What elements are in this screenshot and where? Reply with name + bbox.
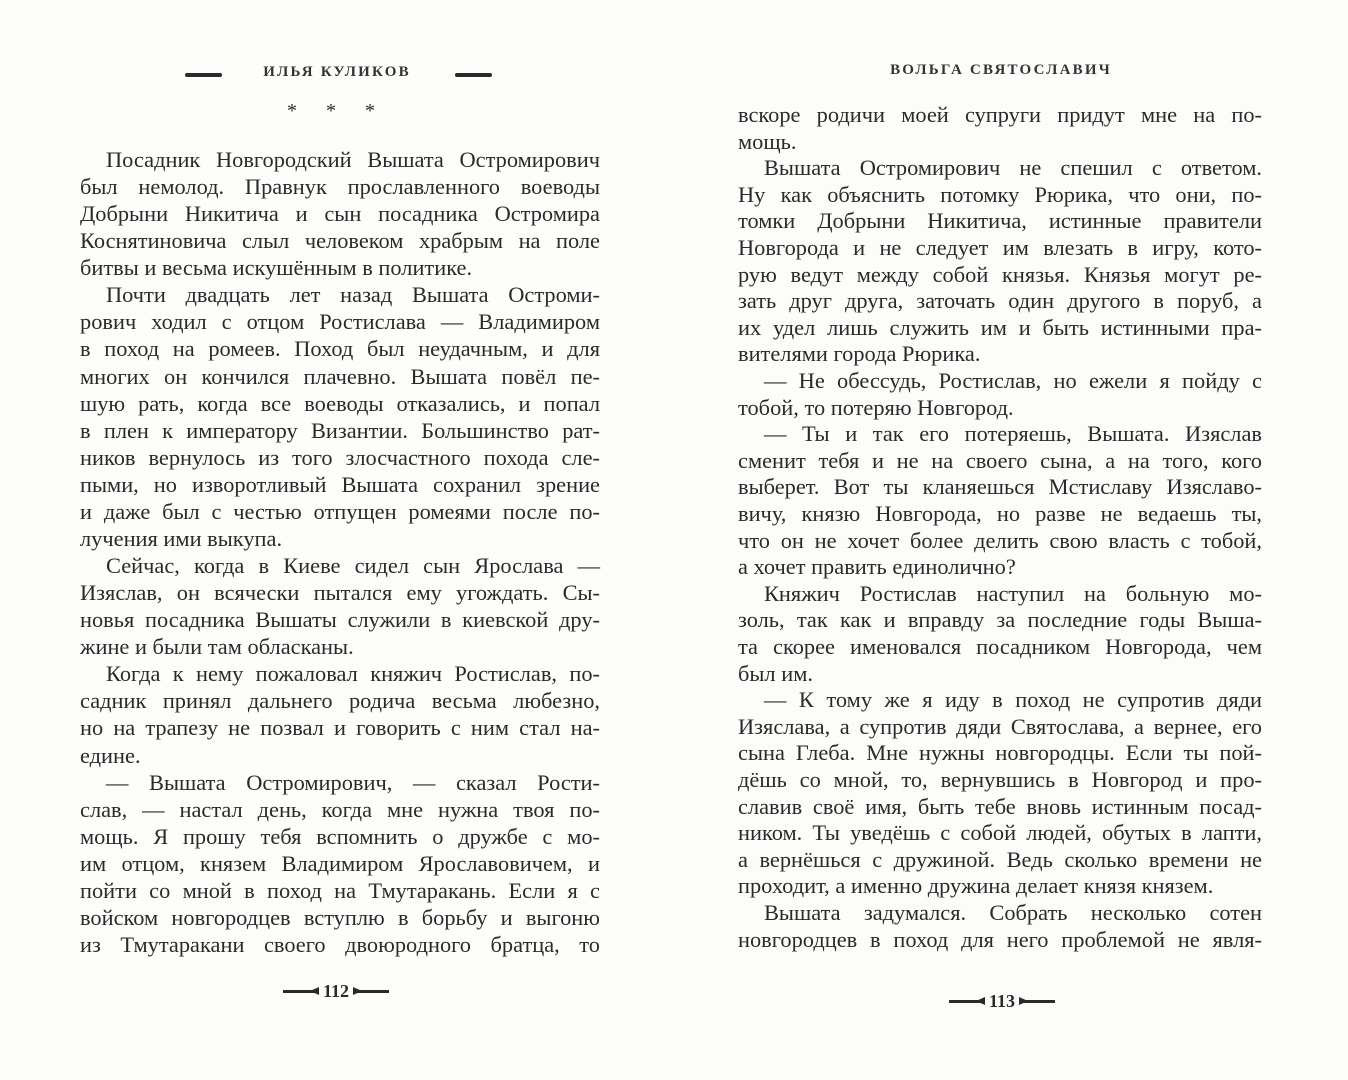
- text-line: едине.: [80, 742, 141, 768]
- text-line: Посадник Новгородский Вышата Остромирович: [106, 147, 600, 172]
- text-line: в поход на ромеев. Поход был неудачным, и для: [80, 336, 600, 362]
- text-line: Сейчас, когда в Киеве сидел сын Ярослава —: [106, 553, 600, 579]
- text-line: жине и были там обласканы.: [80, 634, 354, 660]
- text-line: многих он кончился плачевно. Вышата повёл пе-: [80, 363, 600, 389]
- text-line: — Вышата Остромирович, — сказал Рости-: [106, 769, 600, 795]
- text-line: новья посадника Вышаты служили в киевской дру-: [80, 607, 600, 633]
- text-line: Вышата Остромирович не спешил с ответом.: [764, 155, 1262, 181]
- text-line: вителями города Рюрика.: [738, 341, 981, 367]
- arrow-left-ornament: [283, 990, 317, 993]
- text-line: пойти со мной в поход на Тмутаракань. Если я с: [80, 877, 600, 903]
- text-line: сменит тебя и не на своего сына, а на того, кого: [738, 447, 1262, 473]
- text-line: дёшь со мной, то, вернувшись в Новгород и про-: [738, 767, 1262, 792]
- text-line: Изяслав, он всячески пытался ему угождать. Сы-: [80, 580, 600, 606]
- text-line: — К тому же я иду в поход не супротив дяди: [764, 687, 1262, 713]
- text-line: что он не хочет более делить свою власть с тобой,: [738, 527, 1262, 553]
- text-line: томки Добрыни Никитича, истинные правители: [738, 208, 1262, 234]
- text-line: ником. Ты уведёшь с собой людей, обутых в лапти,: [738, 820, 1262, 846]
- right-page: [674, 0, 1348, 1080]
- text-line: зать друг друга, заточать один другого в поруб, а: [738, 288, 1262, 314]
- text-line: Ну как объяснить потомку Рюрика, что они, по-: [738, 181, 1262, 207]
- text-line: мощь. Я прошу тебя вспомнить о дружбе с мо-: [80, 823, 600, 849]
- header-ornament-right: [455, 73, 492, 77]
- text-line: слав, — настал день, когда мне нужна твоя по-: [80, 796, 600, 822]
- text-line: славив своё имя, быть тебе вновь истинным посад-: [738, 793, 1262, 819]
- text-line: вскоре родичи моей супруги придут мне на по-: [738, 102, 1262, 127]
- text-line: мощь.: [738, 128, 797, 154]
- text-line: битвы и весьма искушённым в политике.: [80, 255, 473, 281]
- arrow-right-ornament: [1021, 1000, 1055, 1003]
- text-line: был им.: [738, 660, 813, 686]
- text-line: их удел лишь служить им и быть истинными пра-: [738, 314, 1262, 340]
- arrow-right-ornament: [355, 990, 389, 993]
- text-line: пыми, но изворотливый Вышата сохранил зрение: [80, 471, 600, 497]
- text-line: тобой, то потеряю Новгород.: [738, 394, 1014, 420]
- text-line: сына Глеба. Мне нужны новгородцы. Если ты пой-: [738, 740, 1262, 766]
- text-line: а хочет править единолично?: [738, 554, 1016, 580]
- text-line: — Ты и так его потеряешь, Вышата. Изяслав: [764, 421, 1262, 447]
- text-line: — Не обессудь, Ростислав, но ежели я пойду с: [764, 368, 1262, 393]
- text-line: золь, так как и вправду за последние годы Выша-: [738, 607, 1262, 633]
- text-line: Княжич Ростислав наступил на больную мо-: [764, 580, 1262, 606]
- text-line: Добрыни Никитича и сын посадника Остромира: [80, 201, 600, 227]
- text-line: та скорее именовался посадником Новгорода, чем: [738, 634, 1262, 659]
- text-line: рую ведут между собой князья. Князья могут ре-: [738, 261, 1262, 287]
- text-line: Коснятиновича слыл человеком храбрым на поле: [80, 228, 600, 254]
- text-line: и даже был с честью отпущен ромеями после по-: [80, 498, 600, 524]
- arrow-left-ornament: [949, 1000, 983, 1003]
- text-line: новгородцев в поход для него проблемой не явля-: [738, 926, 1262, 952]
- text-line: выберет. Вот ты кланяешься Мстиславу Изяславо-: [738, 474, 1262, 500]
- text-line: из Тмутаракани своего двоюродного братца, то: [80, 932, 600, 958]
- running-head-author: ИЛЬЯ КУЛИКОВ: [263, 64, 411, 80]
- text-line: им отцом, князем Владимиром Ярославовичем, и: [80, 850, 600, 876]
- text-line: проходит, а именно дружина делает князя князем.: [738, 873, 1214, 899]
- text-line: но на трапезу не позвал и говорить с ним стал на-: [80, 715, 600, 741]
- section-break: * * *: [287, 100, 387, 122]
- text-line: войском новгородцев вступлю в борьбу и выгоню: [80, 904, 600, 930]
- text-line: рович ходил с отцом Ростислава — Владимиром: [80, 309, 600, 335]
- page-number-footer: [283, 981, 389, 1002]
- text-line: садник принял дальнего родича весьма любезно,: [80, 688, 600, 714]
- running-head-title: ВОЛЬГА СВЯТОСЛАВИЧ: [890, 62, 1112, 78]
- page-number: 112: [323, 981, 350, 1001]
- text-line: вичу, князю Новгорода, но разве не ведаешь ты,: [738, 501, 1262, 526]
- text-line: в плен к императору Византии. Большинство рат-: [80, 417, 600, 443]
- text-line: Изяслава, а супротив дяди Святослава, а вернее, его: [738, 713, 1262, 739]
- text-line: был немолод. Правнук прославленного воеводы: [80, 174, 600, 200]
- text-line: лучения ими выкупа.: [80, 525, 283, 551]
- text-line: Новгорода и не следует им влезать в игру, кото-: [738, 235, 1262, 260]
- text-line: а вернёшься с дружиной. Ведь сколько времени не: [738, 846, 1262, 872]
- text-line: шую рать, когда все воеводы отказались, и попал: [80, 390, 600, 416]
- text-line: Когда к нему пожаловал княжич Ростислав, по-: [106, 661, 600, 687]
- page-number-footer: [949, 991, 1055, 1012]
- text-line: ников вернулось из того злосчастного похода сле-: [80, 444, 600, 470]
- page-number: 113: [989, 991, 1016, 1011]
- text-line: Вышата задумался. Собрать несколько сотен: [764, 900, 1262, 925]
- text-line: Почти двадцать лет назад Вышата Остроми-: [106, 282, 600, 308]
